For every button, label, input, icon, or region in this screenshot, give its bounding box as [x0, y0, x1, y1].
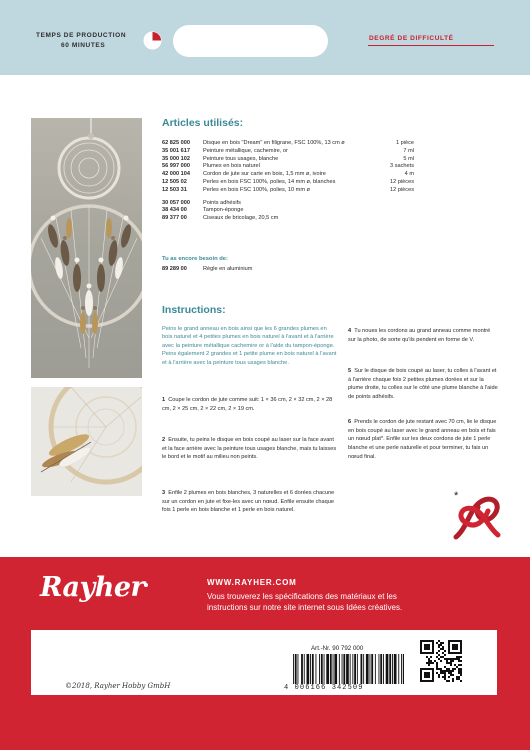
barcode-bar [363, 654, 364, 684]
qr-module [458, 664, 460, 666]
table-row [162, 179, 414, 187]
qr-module [460, 672, 462, 674]
qr-module [426, 656, 428, 658]
qr-module [444, 654, 446, 656]
qr-module [460, 660, 462, 662]
barcode-bar [330, 654, 332, 684]
article-description: Plumes en bois naturel [203, 163, 260, 170]
barcode-bar [371, 654, 373, 684]
qr-module [446, 660, 448, 662]
qr-module [420, 680, 434, 682]
qr-module [432, 640, 434, 654]
barcode-bar [310, 654, 311, 684]
table-row [162, 200, 414, 208]
qr-module [450, 664, 452, 666]
instructions-intro: Peins le grand anneau en bois ainsi que les 6 grandes plumes en bois naturel et 4 petites plumes en bois naturel à l'avant et à l'arrière avec la peinture métallique cachemire or à l'aide du tampon-éponge. Peins également 2 grandes et 1 petite plume en bois naturel à l'avant et à l'arrière avec la peinture tous usages blanche. [162, 326, 337, 366]
qr-module [448, 672, 450, 674]
qr-module [454, 668, 456, 670]
qr-module [420, 640, 422, 654]
qr-module [452, 644, 458, 650]
article-quantity: 4 m [404, 171, 414, 178]
barcode-bar [333, 654, 334, 684]
article-number: 35 000 102 [162, 155, 190, 162]
qr-module [444, 650, 446, 652]
article-number: 38 434 00 [162, 207, 187, 214]
footer-note: Vous trouverez les spécifications des matériaux et les instructions sur notre site internet sous Idées créatives. [207, 592, 403, 612]
article-number: 12 503 31 [162, 186, 187, 193]
qr-module [442, 642, 444, 644]
qr-module [448, 680, 450, 682]
qr-module [456, 656, 458, 658]
qr-module [428, 664, 430, 666]
qr-module [424, 644, 430, 650]
qr-module [430, 662, 432, 664]
barcode-bar [339, 654, 340, 684]
barcode-bar [293, 654, 294, 684]
barcode-bar [403, 654, 404, 684]
step-2: 2 Ensuite, tu peins le disque en bois coupé au laser sur la face avant et la face arrière avec la peinture tous usages blanche, mais tu laisses le bord et le motif au milieu non peints. [162, 437, 337, 461]
logo-dot [144, 583, 148, 587]
qr-module [436, 662, 438, 664]
qr-module [440, 642, 442, 644]
qr-module [440, 672, 442, 674]
barcode-bar [383, 654, 384, 684]
qr-module [444, 670, 446, 672]
qr-module [446, 658, 448, 660]
table-row [162, 215, 414, 223]
qr-module [458, 668, 460, 670]
qr-module [442, 646, 444, 648]
qr-module [448, 652, 462, 654]
table-row [162, 163, 414, 171]
qr-module [440, 670, 442, 672]
qr-module [452, 668, 454, 670]
barcode-bar [389, 654, 391, 684]
article-number: 89 289 00 [162, 266, 187, 272]
qr-module [438, 676, 440, 678]
qr-module [424, 672, 430, 678]
dreamcatcher-photo [31, 118, 142, 378]
qr-module [450, 670, 452, 672]
barcode-bar [312, 654, 314, 684]
qr-module [452, 674, 454, 676]
barcode-bar [301, 654, 303, 684]
barcode-bar [401, 654, 402, 684]
barcode-bar [343, 654, 345, 684]
qr-module [440, 644, 442, 646]
qr-module [452, 670, 454, 672]
qr-module [438, 658, 440, 660]
article-number: 12 505 02 [162, 178, 187, 185]
qr-module [442, 676, 444, 678]
barcode-bar [357, 654, 358, 684]
qr-module [456, 676, 458, 678]
qr-module [428, 660, 430, 662]
qr-module [438, 668, 440, 670]
qr-module [430, 656, 432, 658]
qr-module [444, 678, 446, 680]
article-description: Disque en bois "Dream" en filigrane, FSC 100%, 13 cm ø [203, 140, 345, 146]
qr-module [454, 664, 456, 666]
qr-module [438, 674, 440, 676]
timer-icon [143, 31, 162, 50]
qr-module [428, 662, 430, 664]
article-number: 30 057 000 [162, 199, 190, 206]
barcode-bar [392, 654, 393, 684]
qr-module [438, 644, 440, 646]
qr-module [440, 660, 442, 662]
article-quantity: 5 ml [403, 155, 414, 162]
qr-module [440, 668, 442, 670]
qr-module [438, 654, 440, 656]
qr-module [450, 672, 452, 674]
article-number: 42 000 104 [162, 171, 190, 178]
barcode [292, 654, 404, 684]
qr-module [438, 650, 440, 652]
production-time-label: TEMPS DE PRODUCTION [36, 32, 127, 39]
qr-module [452, 678, 454, 680]
barcode-bar [295, 654, 297, 684]
qr-module [446, 662, 448, 664]
article-quantity: 7 ml [403, 147, 414, 154]
barcode-bar [386, 654, 389, 684]
qr-module [442, 652, 444, 654]
barcode-digits: 4 006166 342509 [284, 684, 364, 692]
qr-module [448, 662, 450, 664]
article-description: Ciseaux de bricolage, 20,5 cm [203, 215, 279, 222]
qr-module [420, 652, 434, 654]
qr-module [420, 640, 434, 642]
barcode-bar [316, 654, 317, 684]
qr-module [436, 664, 438, 666]
qr-module [456, 678, 458, 680]
qr-module [458, 670, 460, 672]
qr-module [456, 658, 458, 660]
copyright: ©2018, Rayher Hobby GmbH [65, 682, 171, 690]
step-3: 3 Enfile 2 plumes en bois blanches, 3 naturelles et 6 dorées chacune sur un cordon en jute et fixe-les avec un nœud. Enfile ensuite chaque fois 1 perle en bois blanche et 1 perle en bois naturel. [162, 490, 335, 514]
article-number: 89 377 00 [162, 215, 187, 222]
qr-module [458, 658, 460, 660]
qr-module [444, 672, 446, 674]
article-description: Perles en bois FSC 100%, polies, 14 mm ø, blanches [203, 178, 336, 185]
qr-module [436, 672, 438, 674]
qr-module [432, 668, 434, 682]
barcode-bar [379, 654, 380, 684]
articles-table [162, 140, 414, 223]
qr-module [458, 672, 460, 674]
table-row [162, 156, 414, 164]
website-link[interactable]: WWW.RAYHER.COM [207, 578, 297, 587]
article-quantity: 3 sachets [390, 163, 414, 170]
qr-module [426, 662, 428, 664]
qr-module [442, 648, 444, 650]
qr-module [444, 658, 446, 660]
article-quantity: 12 pièces [390, 178, 414, 185]
barcode-bar [380, 654, 382, 684]
qr-module [456, 666, 458, 668]
qr-module [460, 670, 462, 672]
difficulty-underline [368, 45, 494, 46]
qr-module [420, 668, 434, 670]
production-time-value: 60 MINUTES [61, 42, 106, 49]
table-row [162, 148, 414, 156]
qr-module [450, 674, 452, 676]
qr-module [452, 660, 454, 662]
table-row [162, 207, 414, 215]
barcode-bar [346, 654, 349, 684]
qr-module [420, 668, 422, 682]
barcode-bar [298, 654, 299, 684]
step-5: 5 Sur le disque de bois coupé au laser, tu colles à l'avant et à l'arrière chaque fois 2 petites plumes dorées et sur la plume droite, tu colles sur le côté une plume blanche à l'aide de points adhésifs. [348, 368, 498, 401]
qr-module [450, 658, 452, 660]
qr-module [460, 674, 462, 676]
qr-module [446, 670, 448, 672]
qr-module [460, 664, 462, 666]
barcode-bar [370, 654, 371, 684]
barcode-bar [352, 654, 353, 684]
qr-module [458, 676, 460, 678]
qr-module [436, 652, 438, 654]
qr-module [452, 658, 454, 660]
qr-module [450, 662, 452, 664]
barcode-bar [334, 654, 337, 684]
barcode-bar [326, 654, 329, 684]
qr-module [428, 658, 430, 660]
qr-module [460, 668, 462, 670]
step-4: 4 Tu noues les cordons au grand anneau comme montré sur la photo, de sorte qu'ils pendent en forme de V. [348, 328, 491, 343]
step-6: 6 Prends le cordon de jute restant avec 70 cm, lie le disque en bois coupé au laser avec le grand anneau en bois et fais un nœud plat*. Enfile sur les deux cordons de jute 1 perle blanche et une perle naturelle et pour terminer, tu fais un nœud final. [348, 419, 497, 460]
barcode-bar [375, 654, 376, 684]
barcode-bar [354, 654, 356, 684]
qr-module [444, 666, 446, 668]
article-description: Peinture métallique, cachemire, or [203, 147, 288, 154]
dreamcatcher-detail-photo [31, 387, 142, 496]
qr-module [446, 680, 448, 682]
qr-module [430, 660, 432, 662]
qr-module [452, 680, 454, 682]
qr-module [436, 656, 438, 658]
qr-module [460, 656, 462, 658]
instructions-heading: Instructions: [162, 304, 226, 316]
article-description: Cordon de jute sur carte en bois, 1,5 mm ø, ivoire [203, 171, 326, 178]
barcode-bar [324, 654, 325, 684]
article-number: 35 001 617 [162, 147, 190, 154]
article-number-label: Art.-Nr. 90 792 000 [311, 645, 364, 652]
qr-module [458, 660, 460, 662]
barcode-bar [350, 654, 351, 684]
qr-module [450, 660, 452, 662]
qr-module [432, 662, 434, 664]
qr-module [448, 670, 450, 672]
qr-code[interactable] [420, 640, 462, 682]
qr-module [434, 660, 436, 662]
qr-module [442, 656, 444, 658]
qr-module [458, 678, 460, 680]
qr-module [436, 666, 438, 668]
qr-module [448, 676, 450, 678]
difficulty-label: DEGRÉ DE DIFFICULTÉ [369, 35, 454, 42]
qr-module [448, 640, 450, 654]
article-number: 56 997 000 [162, 163, 190, 170]
qr-module [436, 668, 438, 670]
qr-module [436, 642, 438, 644]
barcode-bar [321, 654, 323, 684]
table-row [162, 140, 414, 148]
qr-module [440, 656, 442, 658]
barcode-bar [394, 654, 397, 684]
articles-heading: Articles utilisés: [162, 117, 244, 129]
table-row [162, 171, 414, 179]
barcode-bar [361, 654, 363, 684]
article-description: Règle en aluminium [203, 266, 253, 272]
barcode-bar [342, 654, 343, 684]
qr-module [446, 668, 448, 670]
article-number: 62 825 000 [162, 140, 190, 146]
article-description: Points adhésifs [203, 199, 241, 206]
table-row [162, 187, 414, 195]
qr-module [442, 672, 444, 674]
qr-module [440, 648, 442, 650]
footnote-asterisk: * [454, 490, 459, 502]
square-knot-illustration [448, 487, 506, 543]
rayher-logo: Rayher [40, 572, 145, 603]
qr-module [454, 658, 456, 660]
step-1: 1 Coupe le cordon de jute comme suit: 1 × 36 cm, 2 × 32 cm, 2 × 28 cm, 2 × 25 cm, 2 × 22 cm, 2 × 19 cm. [162, 397, 333, 412]
qr-module [448, 658, 450, 660]
extra-tools-heading: Tu as encore besoin de: [162, 256, 228, 262]
article-quantity: 1 pièce [395, 140, 414, 146]
difficulty-indicator [173, 25, 328, 57]
qr-module [444, 676, 446, 678]
article-description: Peinture tous usages, blanche [203, 155, 279, 162]
barcode-bar [398, 654, 399, 684]
barcode-bar [304, 654, 305, 684]
barcode-bar [366, 654, 369, 684]
qr-module [460, 680, 462, 682]
qr-module [460, 640, 462, 654]
barcode-bar [319, 654, 320, 684]
qr-module [438, 646, 440, 648]
article-description: Perles en bois FSC 100%, polies, 10 mm ø [203, 186, 310, 193]
qr-module [448, 668, 450, 670]
qr-module [448, 640, 462, 642]
qr-module [442, 670, 444, 672]
qr-module [438, 640, 440, 642]
table-row [162, 266, 414, 272]
qr-module [444, 674, 446, 676]
qr-module [458, 656, 460, 658]
article-quantity: 12 pièces [390, 186, 414, 193]
barcode-bar [307, 654, 310, 684]
article-description: Tampon-éponge [203, 207, 244, 214]
